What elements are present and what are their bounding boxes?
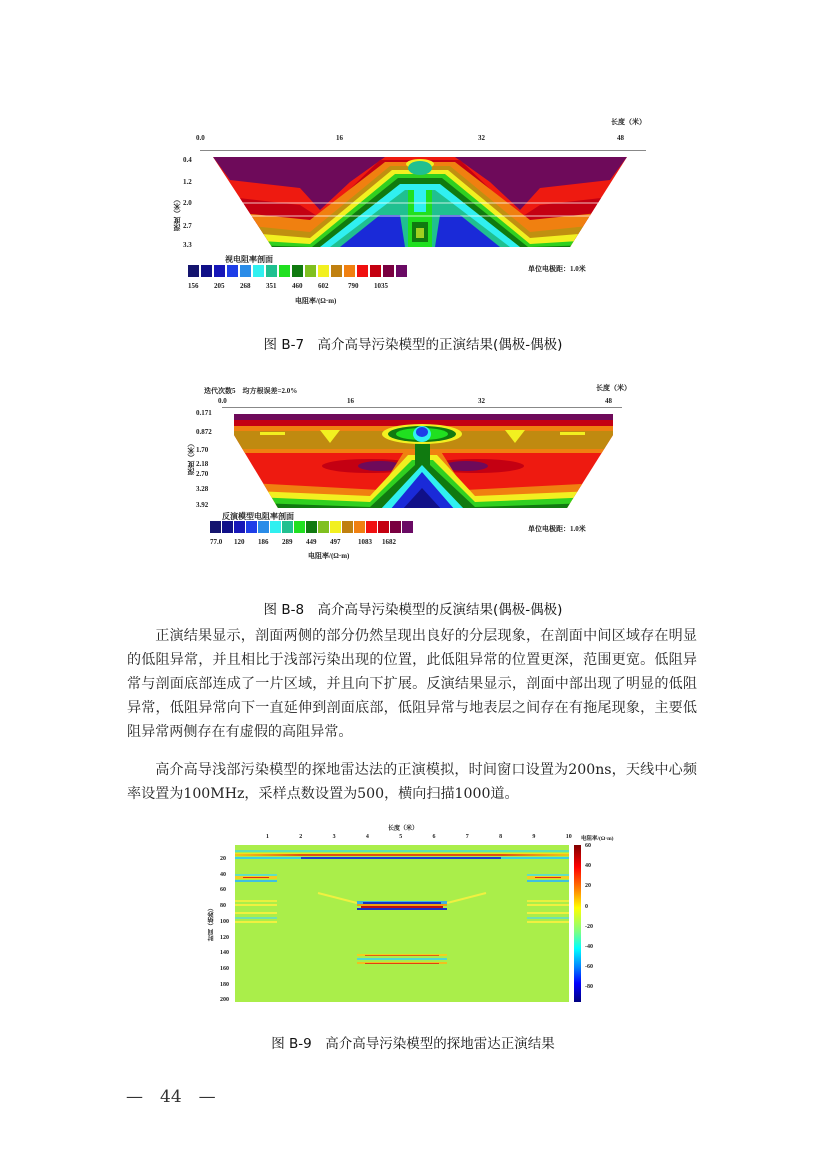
legend-swatch — [378, 521, 389, 533]
legend-title: 视电阻率剖面 — [225, 255, 273, 264]
legend-value: 497 — [330, 538, 341, 546]
colorbar-tick-label: -20 — [585, 923, 593, 930]
legend-swatch — [357, 265, 368, 277]
legend-value: 602 — [318, 282, 329, 290]
unit-label: 电阻率/(Ω·m) — [308, 552, 350, 560]
x-tick-label: 0.0 — [196, 134, 205, 142]
x-axis-title: 长度（米） — [596, 384, 631, 392]
y-tick-label: 160 — [220, 965, 229, 972]
y-axis-title: 深度（米） — [186, 440, 195, 475]
colorbar — [574, 845, 581, 1002]
legend-swatch — [266, 265, 277, 277]
legend-value: 268 — [240, 282, 251, 290]
y-tick-label: 1.2 — [183, 178, 192, 186]
x-axis-title: 长度（米） — [388, 826, 419, 832]
figure-caption: 图 B-8 高介高导污染模型的反演结果(偶极-偶极) — [263, 602, 563, 618]
y-tick-label: 0.4 — [183, 156, 192, 164]
y-tick-label: 1.70 — [196, 446, 209, 454]
x-tick-label: 8 — [499, 834, 503, 840]
legend-value: 1682 — [382, 538, 396, 546]
y-tick-label: 140 — [220, 950, 229, 957]
colorbar-tick-label: -40 — [585, 944, 593, 950]
y-tick-label: 180 — [220, 981, 229, 988]
legend-swatch — [253, 265, 264, 277]
page-number: — 44 — — [126, 1087, 216, 1107]
legend-swatch — [292, 265, 303, 277]
y-tick-label: 40 — [220, 871, 226, 878]
legend-swatch — [270, 521, 281, 533]
legend-value: 449 — [306, 538, 317, 546]
legend-swatch — [366, 521, 377, 533]
legend-swatch — [210, 521, 221, 533]
legend-swatch — [305, 265, 316, 277]
iteration-header: 迭代次数5 均方根误差=2.0% — [204, 387, 298, 395]
x-tick-label: 48 — [617, 134, 624, 142]
x-tick-label: 2 — [299, 834, 303, 840]
legend-swatch — [396, 265, 407, 277]
legend-swatch — [188, 265, 199, 277]
legend-swatch — [344, 265, 355, 277]
colorbar-tick-label: 0 — [585, 903, 588, 910]
legend-value: 77.0 — [210, 538, 223, 546]
legend-swatch — [402, 521, 413, 533]
legend-swatch — [234, 521, 245, 533]
legend-value: 351 — [266, 282, 277, 290]
legend-swatch — [318, 265, 329, 277]
legend-swatch — [240, 265, 251, 277]
x-tick-label: 0.0 — [218, 397, 227, 405]
x-tick-label: 5 — [399, 834, 403, 840]
x-tick-label: 9 — [532, 834, 536, 840]
legend-swatch — [258, 521, 269, 533]
y-tick-label: 3.3 — [183, 241, 192, 249]
y-tick-label: 2.70 — [196, 470, 209, 478]
legend-value: 1035 — [374, 282, 388, 290]
legend-swatch — [383, 265, 394, 277]
legend-swatch — [282, 521, 293, 533]
x-tick-label: 7 — [465, 834, 469, 840]
y-tick-label: 80 — [220, 903, 226, 910]
x-tick-label: 1 — [266, 834, 269, 840]
legend-value: 790 — [348, 282, 359, 290]
y-axis-title: 时间（纳秒） — [208, 905, 215, 941]
legend-title: 反演模型电阻率剖面 — [222, 512, 294, 521]
y-tick-label: 100 — [220, 918, 229, 925]
legend-swatch — [330, 521, 341, 533]
body-paragraph: 高介高导浅部污染模型的探地雷达法的正演模拟，时间窗口设置为200ns，天线中心频率设置为100MHz，采样点数设置为500，横向扫描1000道。 — [127, 762, 697, 802]
figure-caption: 图 B-9 高介高导污染模型的探地雷达正演结果 — [271, 1036, 555, 1052]
electrode-spacing: 单位电极距：1.0米 — [528, 265, 586, 273]
legend-value: 186 — [258, 538, 269, 546]
x-tick-label: 48 — [605, 397, 612, 405]
colorbar-tick-label: -60 — [585, 964, 593, 971]
legend-swatch — [370, 265, 381, 277]
y-tick-label: 0.171 — [196, 409, 212, 417]
y-tick-label: 0.872 — [196, 428, 212, 436]
y-tick-label: 3.28 — [196, 485, 209, 493]
legend-swatch — [222, 521, 233, 533]
y-tick-label: 2.0 — [183, 199, 192, 207]
apparent-resistivity-section — [200, 150, 650, 250]
inverted-resistivity-section — [230, 410, 620, 510]
colorbar-tick-label: 20 — [585, 883, 591, 890]
legend-swatch — [246, 521, 257, 533]
legend-swatch — [227, 265, 238, 277]
electrode-spacing: 单位电极距：1.0米 — [528, 525, 586, 533]
colorbar-title: 电阻率/(Ω·m) — [581, 836, 614, 842]
colorbar-tick-label: 60 — [585, 843, 591, 849]
legend-swatch — [331, 265, 342, 277]
legend-swatch — [294, 521, 305, 533]
legend-value: 460 — [292, 282, 303, 290]
legend-swatch — [390, 521, 401, 533]
unit-label: 电阻率/(Ω·m) — [295, 297, 337, 305]
legend-swatch — [318, 521, 329, 533]
x-tick-label: 16 — [347, 397, 354, 405]
x-tick-label: 16 — [336, 134, 343, 142]
legend-swatch — [201, 265, 212, 277]
y-tick-label: 20 — [220, 856, 226, 862]
y-tick-label: 3.92 — [196, 501, 209, 509]
top-axis-line — [222, 407, 622, 408]
x-tick-label: 10 — [565, 834, 572, 840]
x-tick-label: 32 — [478, 134, 485, 142]
legend-value: 289 — [282, 538, 293, 546]
y-tick-label: 120 — [220, 934, 229, 941]
colorbar-tick-label: -80 — [585, 984, 593, 991]
x-tick-label: 6 — [432, 834, 436, 840]
y-tick-label: 60 — [220, 887, 226, 894]
x-tick-label: 3 — [332, 834, 336, 840]
y-tick-label: 2.18 — [196, 460, 209, 468]
x-axis-title: 长度（米） — [611, 118, 646, 126]
legend-value: 1083 — [358, 538, 372, 546]
y-tick-label: 2.7 — [183, 222, 192, 230]
body-paragraph: 正演结果显示，剖面两侧的部分仍然呈现出良好的分层现象，在剖面中间区域存在明显的低阻异常，并且相比于浅部污染出现的位置，此低阻异常的位置更深，范围更宽。低阻异常与剖面底部连成了一片区域，并且向下扩展。反演结果显示，剖面中部出现了明显的低阻异常，低阻异常向下一直延伸到剖面底部，低阻异常与地表层之间存在有拖尾现象，主要低阻异常两侧存在有虚假的高阻异常。 — [127, 628, 697, 740]
figure-caption: 图 B-7 高介高导污染模型的正演结果(偶极-偶极) — [263, 337, 563, 353]
legend-swatch — [214, 265, 225, 277]
legend-swatch — [279, 265, 290, 277]
legend-value: 156 — [188, 282, 199, 290]
y-tick-label: 200 — [220, 997, 229, 1004]
colorbar-tick-label: 40 — [585, 863, 591, 870]
y-axis-title: 深度（米） — [172, 196, 181, 231]
legend-swatch — [342, 521, 353, 533]
legend-swatch — [354, 521, 365, 533]
legend-value: 205 — [214, 282, 225, 290]
x-tick-label: 32 — [478, 397, 485, 405]
gpr-radargram — [235, 845, 569, 1002]
legend-value: 120 — [234, 538, 245, 546]
legend-swatch — [306, 521, 317, 533]
x-tick-label: 4 — [365, 834, 369, 840]
